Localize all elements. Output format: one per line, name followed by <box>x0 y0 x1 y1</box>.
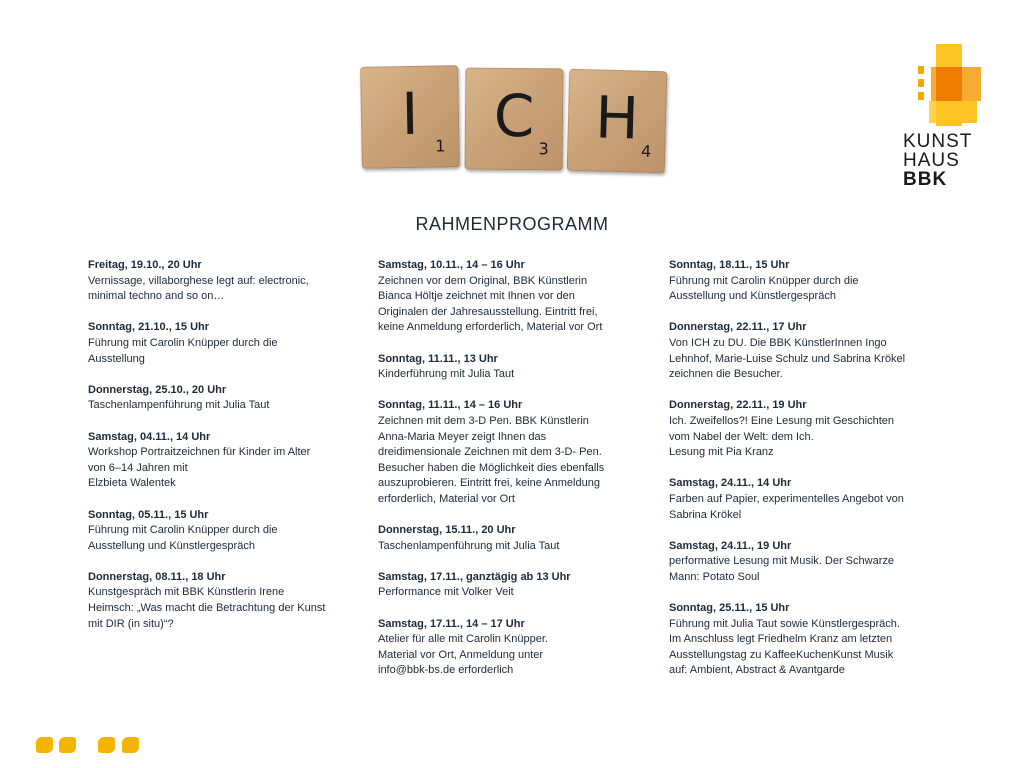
event-date: Sonntag, 25.11., 15 Uhr <box>669 602 790 615</box>
event-description: vom Nabel der Welt: dem Ich. <box>669 430 814 443</box>
event-description: Anna-Maria Meyer zeigt Ihnen das <box>378 430 547 443</box>
decorative-dot <box>122 737 139 753</box>
program-column-2 <box>378 258 643 695</box>
event-entry <box>88 320 353 367</box>
event-description: Ausstellung <box>88 352 145 365</box>
event-description: Im Anschluss legt Friedhelm Kranz am letzten <box>669 633 893 646</box>
event-date: Samstag, 17.11., ganztägig ab 13 Uhr <box>378 570 571 583</box>
event-entry <box>88 383 353 414</box>
decorative-dot <box>98 737 115 753</box>
event-date: Samstag, 24.11., 19 Uhr <box>669 539 792 552</box>
event-description: Ausstellungstag zu KaffeeKuchenKunst Musik <box>669 648 894 661</box>
event-entry <box>669 258 944 305</box>
event-entry <box>378 617 643 679</box>
tile-i <box>360 65 460 169</box>
event-description: Sabrina Krökel <box>669 508 742 521</box>
page-title: RAHMENPROGRAMM <box>415 214 609 234</box>
tile-letter: I <box>400 79 420 149</box>
event-date: Sonntag, 11.11., 13 Uhr <box>378 352 498 365</box>
event-description: dreidimensionale Zeichnen mit dem 3-D- Pen. <box>378 446 602 459</box>
event-date: Donnerstag, 08.11., 18 Uhr <box>88 570 226 583</box>
event-description: von 6–14 Jahren mit <box>88 461 188 474</box>
event-description: Führung mit Julia Taut sowie Künstlergespräch. <box>669 617 900 630</box>
event-description: auf: Ambient, Abstract & Avantgarde <box>669 664 845 677</box>
tile-number: 4 <box>640 141 652 161</box>
event-entry <box>378 570 643 601</box>
logo-shape <box>936 67 962 101</box>
event-description: zeichnen die Besucher. <box>669 368 783 381</box>
event-description: Ich. Zweifellos?! Eine Lesung mit Geschichten <box>669 414 895 427</box>
logo-line-3: BBK <box>903 169 948 190</box>
event-entry <box>378 258 643 336</box>
event-entry <box>378 398 643 507</box>
event-description: erforderlich, Material vor Ort <box>378 492 515 505</box>
event-entry <box>88 430 353 492</box>
event-description: Vernissage, villaborghese legt auf: electronic, <box>88 274 309 287</box>
event-date: Sonntag, 05.11., 15 Uhr <box>88 508 209 521</box>
event-entry <box>669 398 944 460</box>
event-description: Führung mit Carolin Knüpper durch die <box>88 524 278 537</box>
program-column-3 <box>669 258 944 695</box>
event-description[interactable]: info@bbk-bs.de erforderlich <box>378 664 514 677</box>
event-date: Sonntag, 21.10., 15 Uhr <box>88 321 210 334</box>
event-description: Atelier für alle mit Carolin Knüpper. <box>378 633 548 646</box>
tile-letter: H <box>594 83 640 153</box>
event-date: Donnerstag, 22.11., 19 Uhr <box>669 399 807 412</box>
logo-shape <box>957 101 977 123</box>
event-description: Ausstellung und Künstlergespräch <box>669 290 836 303</box>
event-date: Sonntag, 18.11., 15 Uhr <box>669 259 790 271</box>
kunsthaus-bbk-logo <box>903 42 983 192</box>
event-description: Kinderführung mit Julia Taut <box>378 368 515 381</box>
decorative-dot <box>59 737 76 753</box>
event-description: Heimsch: „Was macht die Betrachtung der Kunst <box>88 602 326 615</box>
event-entry <box>669 601 944 679</box>
event-description: Material vor Ort, Anmeldung unter <box>378 648 544 661</box>
event-description: Führung mit Carolin Knüpper durch die <box>669 274 859 287</box>
event-description: Zeichnen mit dem 3-D Pen. BBK Künstlerin <box>378 414 589 427</box>
program-column-1 <box>88 258 353 648</box>
ich-scrabble-tiles <box>361 66 667 170</box>
event-date: Donnerstag, 15.11., 20 Uhr <box>378 524 516 537</box>
event-description: Kunstgespräch mit BBK Künstlerin Irene <box>88 586 285 599</box>
event-description: mit DIR (in situ)“? <box>88 617 174 630</box>
event-description: Lehnhof, Marie-Luise Schulz und Sabrina Krökel <box>669 352 906 365</box>
tile-number: 3 <box>538 139 549 159</box>
event-description: Mann: Potato Soul <box>669 570 760 583</box>
event-description: Farben auf Papier, experimentelles Angebot von <box>669 492 904 505</box>
event-description: Taschenlampenführung mit Julia Taut <box>378 539 560 552</box>
tile-h <box>567 69 668 174</box>
event-date: Samstag, 10.11., 14 – 16 Uhr <box>378 259 525 271</box>
event-description: Von ICH zu DU. Die BBK KünstlerInnen Ingo <box>669 336 887 349</box>
event-description: keine Anmeldung erforderlich, Material vor Ort <box>378 321 603 334</box>
event-entry <box>88 258 353 305</box>
event-description: Führung mit Carolin Knüpper durch die <box>88 336 278 349</box>
event-description: Besucher haben die Möglichkeit dies ebenfalls <box>378 461 605 474</box>
event-description: Workshop Portraitzeichnen für Kinder im Alter <box>88 446 311 459</box>
event-description: Taschenlampenführung mit Julia Taut <box>88 399 270 412</box>
event-date: Freitag, 19.10., 20 Uhr <box>88 259 202 271</box>
event-description: minimal techno and so on… <box>88 290 225 303</box>
event-description: auszuprobieren. Eintritt frei, keine Anmeldung <box>378 477 600 490</box>
event-entry <box>669 320 944 382</box>
decorative-dot <box>36 737 53 753</box>
event-date: Sonntag, 11.11., 14 – 16 Uhr <box>378 399 523 412</box>
event-date: Samstag, 04.11., 14 Uhr <box>88 430 211 443</box>
event-date: Donnerstag, 25.10., 20 Uhr <box>88 383 227 396</box>
event-description: Originalen der Jahresausstellung. Eintritt frei, <box>378 305 598 318</box>
event-date: Samstag, 24.11., 14 Uhr <box>669 477 792 490</box>
event-entry <box>378 523 643 554</box>
event-date: Samstag, 17.11., 14 – 17 Uhr <box>378 617 525 630</box>
event-entry <box>669 539 944 586</box>
event-entry <box>378 352 643 383</box>
event-description: Elzbieta Walentek <box>88 477 176 490</box>
tile-letter: C <box>493 81 535 151</box>
event-description: Ausstellung und Künstlergespräch <box>88 539 255 552</box>
logo-line-2: HAUS <box>903 150 960 171</box>
event-entry <box>88 570 353 632</box>
logo-line-1: KUNST <box>903 131 973 152</box>
event-entry <box>88 508 353 555</box>
tile-c <box>465 68 564 171</box>
event-date: Donnerstag, 22.11., 17 Uhr <box>669 321 807 334</box>
tile-number: 1 <box>435 136 446 156</box>
event-description: Performance mit Volker Veit <box>378 586 514 599</box>
event-description: performative Lesung mit Musik. Der Schwarze <box>669 555 894 568</box>
event-entry <box>669 476 944 523</box>
event-description: Zeichnen vor dem Original, BBK Künstlerin <box>378 274 588 287</box>
logo-text <box>903 132 972 189</box>
event-description: Bianca Höltje zeichnet mit Ihnen vor den <box>378 290 575 303</box>
event-description: Lesung mit Pia Kranz <box>669 446 774 459</box>
